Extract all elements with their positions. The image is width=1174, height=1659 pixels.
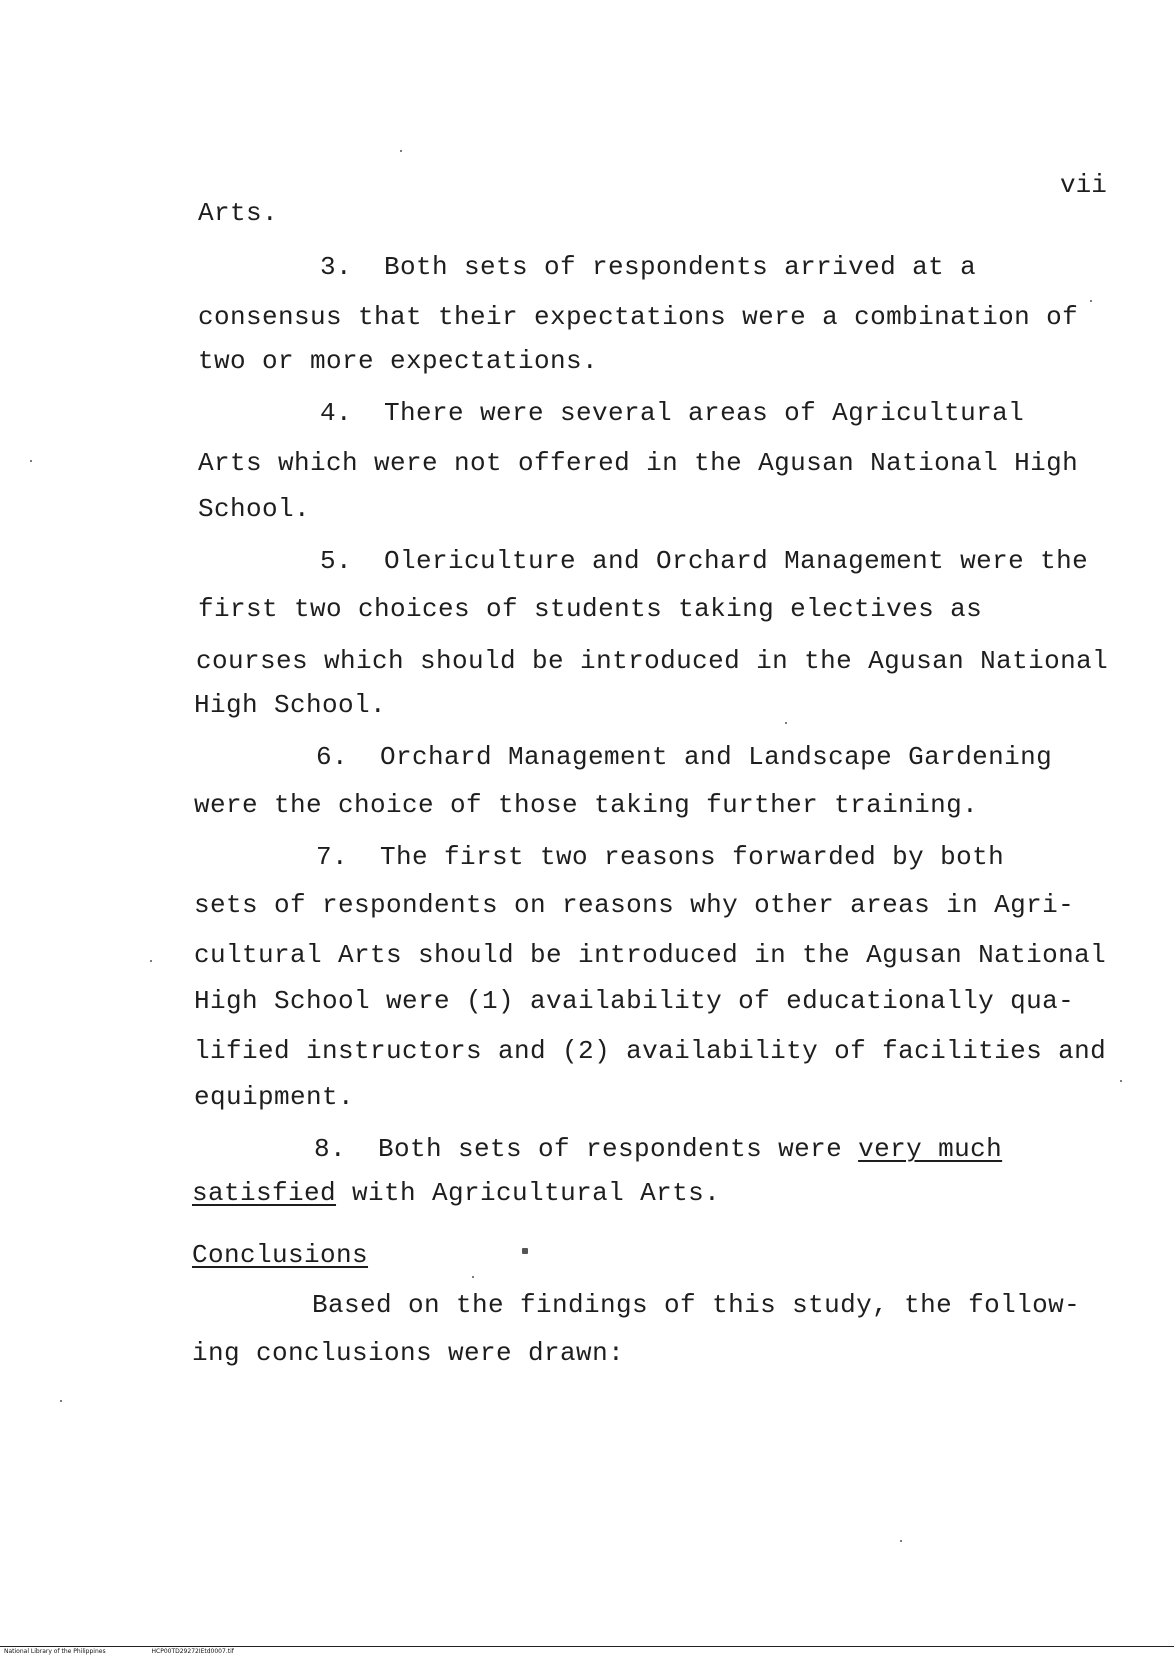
scan-speck bbox=[1090, 300, 1092, 302]
footer-library: National Library of the Philippines bbox=[4, 1648, 106, 1655]
text-line: School. bbox=[198, 494, 311, 524]
underlined-phrase: very much bbox=[858, 1134, 1003, 1164]
text-line: Arts which were not offered in the Agusan National High bbox=[198, 448, 1079, 478]
text-line: courses which should be introduced in the Agusan National bbox=[196, 646, 1109, 676]
text-line: Based on the findings of this study, the follow- bbox=[312, 1290, 1081, 1320]
scan-speck bbox=[60, 1400, 62, 1402]
text-run: 8. Both sets of respondents were bbox=[314, 1134, 859, 1164]
text-run: with Agricultural Arts. bbox=[336, 1178, 721, 1208]
scan-speck bbox=[400, 150, 402, 152]
text-line: lified instructors and (2) availability of facilities and bbox=[194, 1036, 1107, 1066]
scan-speck bbox=[522, 1248, 528, 1254]
scan-speck bbox=[900, 1540, 902, 1542]
page-number: vii bbox=[1060, 170, 1107, 200]
scan-speck bbox=[472, 1276, 474, 1278]
scan-speck bbox=[150, 960, 152, 962]
text-line: Arts. bbox=[198, 198, 279, 228]
text-line: ing conclusions were drawn: bbox=[192, 1338, 625, 1368]
text-line: 4. There were several areas of Agricultural bbox=[320, 398, 1025, 428]
footer-code: HCP00TD29272IEtd0007.tif bbox=[151, 1648, 234, 1655]
text-line: first two choices of students taking electives as bbox=[198, 594, 983, 624]
scan-speck bbox=[1120, 1080, 1122, 1082]
text-line: 7. The first two reasons forwarded by both bbox=[316, 842, 1005, 872]
scan-speck bbox=[30, 460, 32, 462]
section-heading-conclusions: Conclusions bbox=[192, 1240, 369, 1270]
text-line: cultural Arts should be introduced in the Agusan National bbox=[194, 940, 1107, 970]
scan-speck bbox=[785, 722, 787, 724]
text-line: High School. bbox=[194, 690, 387, 720]
underlined-phrase: satisfied bbox=[192, 1178, 337, 1208]
text-line bbox=[192, 1178, 720, 1208]
text-line bbox=[314, 1134, 1002, 1164]
text-line: 5. Olericulture and Orchard Management were the bbox=[320, 546, 1089, 576]
text-line: consensus that their expectations were a combination of bbox=[198, 302, 1079, 332]
text-line: sets of respondents on reasons why other areas in Agri- bbox=[194, 890, 1075, 920]
text-line: High School were (1) availability of educationally qua- bbox=[194, 986, 1075, 1016]
text-line: were the choice of those taking further training. bbox=[194, 790, 979, 820]
text-line: 6. Orchard Management and Landscape Gardening bbox=[316, 742, 1053, 772]
text-line: 3. Both sets of respondents arrived at a bbox=[320, 252, 977, 282]
text-line: two or more expectations. bbox=[198, 346, 599, 376]
scan-footer bbox=[0, 1646, 1174, 1659]
text-line: equipment. bbox=[194, 1082, 355, 1112]
